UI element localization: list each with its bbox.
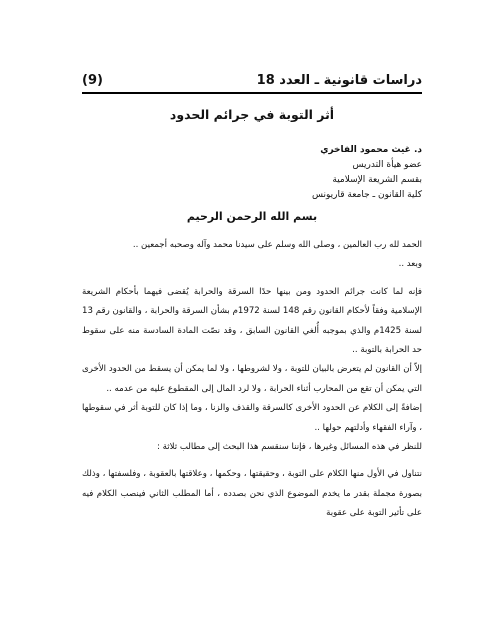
paragraph: إلاّ أن القانون لم يتعرض بالبيان للتوبة ، ولا لشروطها ، ولا لما يمكن أن يسقط من الحدود الأخرى التي يمكن أن تقع من المحارب أثناء الحرابة ، ولا لرد المال إلى المقطوع عليه من عدمه .. (82, 364, 422, 394)
paragraph: للنظر في هذه المسائل وغيرها ، فإننا سنقسم هذا البحث إلى مطالب ثلاثة : (156, 442, 422, 453)
paragraph: وبعد .. (398, 259, 422, 270)
author-department: بقسم الشريعة الإسلامية (332, 175, 422, 185)
author-position: عضو هيأة التدريس (352, 160, 422, 170)
page-number: (9) (82, 72, 103, 88)
basmala-heading: بسم الله الرحمن الرحيم (186, 210, 318, 223)
running-header (82, 70, 422, 90)
paragraph: الحمد لله رب العالمين ، وصلى الله وسلم على سيدنا محمد وآله وصحبه أجمعين .. (132, 240, 422, 250)
author-name: د. غيث محمود الفاخري (320, 145, 422, 155)
author-block (222, 143, 422, 203)
journal-title: دراسات قانونية ـ العدد 18 (256, 72, 422, 88)
paragraph: نتناول في الأول منها الكلام على التوبة ، وحقيقتها ، وحكمها ، وعلاقتها بالعقوبة ، وفلسفتها ، وذلك بصورة مجملة بقدر ما يخدم الموضوع الذي نحن بصدده ، أما المطلب الثاني فينصب الكلام فيه على تأثير التوبة على عقوبة (82, 469, 422, 519)
author-institution: كلية القانون ـ جامعة قاريونس (311, 190, 422, 200)
body-text (82, 236, 422, 524)
paragraph: إضافةً إلى الكلام عن الحدود الأخرى كالسرقة والقذف والزنا ، وما إذا كان للتوبة أثر في سقوطها ، وآراء الفقهاء وأدلتهم حولها .. (82, 403, 422, 433)
paragraph: فإنه لما كانت جرائم الحدود ومن بينها حدًا السرقة والحرابة يُقضى فيهما بأحكام الشريعة الإسلامية وفقاً لأحكام القانون رقم 148 لسنة 1972م بشأن السرقة والحرابة ، والقانون رقم 13 لسنة 1425م والذي بموجبه أُلغي القانون السابق ، وقد نصّت المادة السادسة منه على سقوط حد الحرابة بالتوبة .. (82, 286, 422, 356)
header-rule (82, 92, 422, 94)
article-title: أثر التوبة في جرائم الحدود (169, 107, 335, 122)
